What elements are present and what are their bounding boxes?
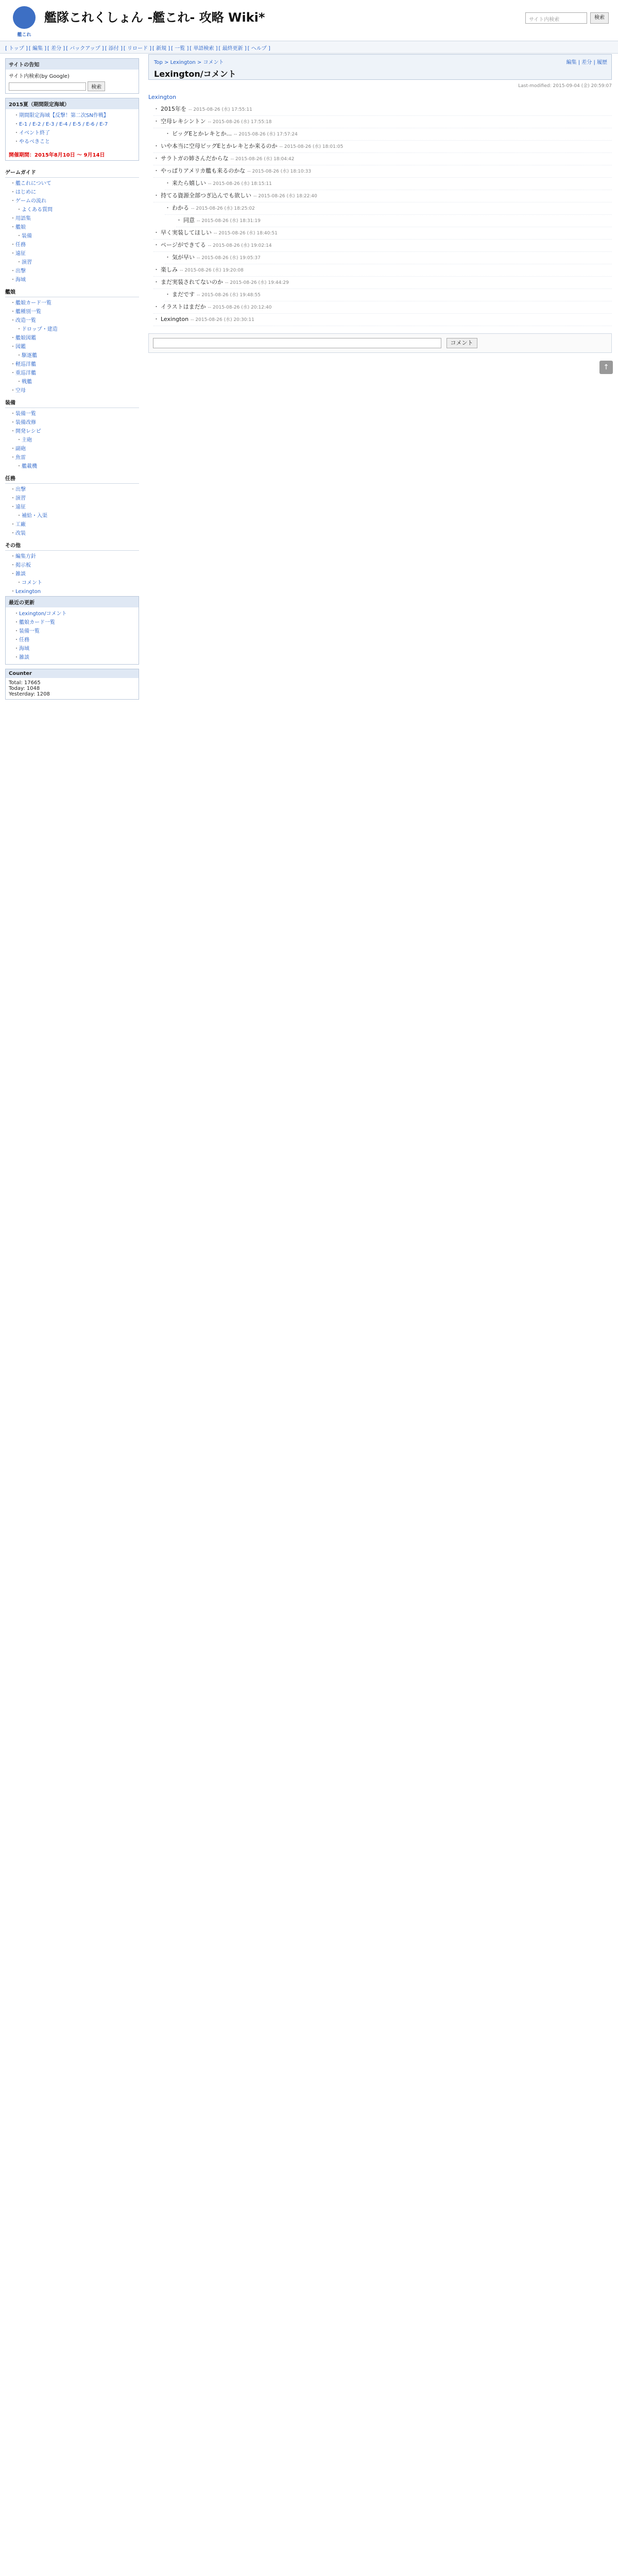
sidebar-link[interactable]: ・ 軽巡洋艦: [5, 360, 139, 369]
comment-item: [153, 116, 612, 128]
counter-box: [5, 669, 139, 700]
last-modified: Last-modified: 2015-09-04 (金) 20:59:07: [518, 83, 612, 89]
comment-text: いや本当に空母ビッグEとかレキとか来るのか: [161, 143, 278, 149]
news-item[interactable]: ・ 艦娘カード一覧: [9, 618, 135, 627]
comment-text: 持てる資源全部つぎ込んでも欲しい: [161, 192, 251, 199]
comment-item: [153, 153, 612, 165]
comment-date: -- 2015-08-26 (水) 17:55:11: [188, 107, 252, 112]
sidebar-link[interactable]: ・ 補給・入渠: [5, 512, 139, 520]
comment-text: まだです: [172, 291, 195, 298]
comment-date: -- 2015-08-26 (水) 19:02:14: [208, 243, 272, 248]
event-line[interactable]: ・ イベント終了: [9, 129, 135, 138]
sidebar-link[interactable]: ・ Lexington: [5, 587, 139, 596]
event-line[interactable]: ・ やるべきこと: [9, 138, 135, 146]
sidebar-section-title: 艦娘: [5, 284, 139, 297]
top-navbar: [0, 41, 618, 54]
comment-text: ビッグEとかレキとか...: [172, 130, 232, 137]
comment-item: [153, 277, 612, 289]
counter-lines: [6, 678, 139, 699]
comment-text: Lexington: [161, 316, 189, 323]
comment-item: [165, 178, 612, 190]
breadcrumb[interactable]: Top > Lexington > コメント: [154, 60, 224, 65]
comment-item: [153, 104, 612, 116]
sidebar-link[interactable]: ・ 艦載機: [5, 462, 139, 471]
sidebar-link[interactable]: ・ 用語集: [5, 214, 139, 223]
notice-title: サイトの告知: [6, 59, 139, 70]
sidebar-link[interactable]: ・ 主砲: [5, 436, 139, 445]
comment-text: サラトガの姉さんだからな: [161, 155, 229, 162]
news-item[interactable]: ・ Lexington/コメント: [9, 609, 135, 618]
event-lines: [6, 109, 139, 148]
comment-text: ページができてる: [161, 242, 206, 248]
page-header: [148, 54, 612, 80]
comment-date: -- 2015-08-26 (水) 20:12:40: [208, 305, 272, 310]
scroll-top-button[interactable]: ↑: [599, 361, 613, 374]
sidebar-link[interactable]: ・ 出撃: [5, 267, 139, 276]
sidebar-link[interactable]: ・ 改造一覧: [5, 316, 139, 325]
sidebar-link[interactable]: ・ 副砲: [5, 445, 139, 453]
counter-line: Yesterday: 1208: [9, 691, 50, 697]
sidebar-link[interactable]: ・ 図鑑: [5, 343, 139, 351]
comment-date: -- 2015-08-26 (水) 18:01:05: [279, 144, 344, 149]
sidebar-link[interactable]: ・ 戦艦: [5, 378, 139, 386]
sidebar-link[interactable]: ・ 工廠: [5, 520, 139, 529]
sidebar-link[interactable]: ・ 開発レシピ: [5, 427, 139, 436]
comment-date: -- 2015-08-26 (水) 17:57:24: [234, 132, 298, 137]
sidebar-link[interactable]: ・ コメント: [5, 579, 139, 587]
main-content: [148, 54, 612, 353]
sidebar-link[interactable]: ・ 駆逐艦: [5, 351, 139, 360]
comment-item: [165, 202, 612, 215]
comment-text: やっぱりアメリカ艦も来るのかな: [161, 167, 246, 174]
page-title: Lexington/コメント: [154, 69, 236, 79]
sidebar-link[interactable]: ・ 装備: [5, 232, 139, 241]
counter-line: Total: 17665: [9, 680, 41, 686]
comment-item: [165, 289, 612, 301]
sidebar-link[interactable]: ・ はじめに: [5, 188, 139, 197]
sidebar-link[interactable]: ・ ドロップ・建造: [5, 325, 139, 334]
sidebar-link[interactable]: ・ 演習: [5, 494, 139, 503]
nav-link[interactable]: [ 添付 ]: [105, 46, 123, 52]
sidebar-link[interactable]: ・ 遠征: [5, 249, 139, 258]
sidebar-link[interactable]: ・ よくある質問: [5, 206, 139, 214]
nav-link[interactable]: [ 差分 ]: [47, 46, 65, 52]
comment-item: [153, 165, 612, 178]
comment-date: -- 2015-08-26 (水) 18:04:42: [230, 157, 295, 162]
sidebar-link[interactable]: ・ 掲示板: [5, 561, 139, 570]
comment-date: -- 2015-08-26 (水) 19:20:08: [180, 268, 244, 273]
nav-link[interactable]: [ 単語検索 ]: [190, 46, 218, 52]
comment-date: -- 2015-08-26 (水) 19:48:55: [197, 293, 261, 298]
sidebar-link[interactable]: ・ 艦娘: [5, 223, 139, 232]
sidebar-link[interactable]: ・ 演習: [5, 258, 139, 267]
search-button[interactable]: 検索: [590, 12, 609, 24]
counter-title: Counter: [6, 669, 139, 678]
nav-link[interactable]: [ リロード ]: [123, 46, 152, 52]
sidebar-link[interactable]: ・ 艦これについて: [5, 179, 139, 188]
sidebar-link[interactable]: ・ 魚雷: [5, 453, 139, 462]
comment-date: -- 2015-08-26 (水) 18:31:19: [197, 218, 261, 224]
event-box: [5, 98, 139, 161]
comment-date: -- 2015-08-26 (水) 19:05:37: [197, 256, 261, 261]
site-title[interactable]: 艦隊これくしょん -艦これ- 攻略 Wiki*: [44, 10, 265, 25]
comment-date: -- 2015-08-26 (水) 20:30:11: [191, 317, 254, 323]
news-list: [6, 607, 139, 664]
sidebar-section-title: ゲームガイド: [5, 165, 139, 178]
comment-item: [153, 264, 612, 277]
comment-text: 来たら嬉しい: [172, 180, 206, 187]
nav-link[interactable]: [ 一覧 ]: [171, 46, 189, 52]
comment-item: [153, 227, 612, 240]
sidebar-link[interactable]: ・ 装備一覧: [5, 410, 139, 418]
sidebar-link[interactable]: ・ 出撃: [5, 485, 139, 494]
sidebar-link[interactable]: ・ 空母: [5, 386, 139, 395]
news-title: 最近の更新: [6, 597, 139, 607]
comment-date: -- 2015-08-26 (水) 18:15:11: [208, 181, 272, 187]
comment-text: 同意: [183, 217, 195, 224]
comment-date: -- 2015-08-26 (水) 18:10:33: [247, 169, 312, 174]
comment-date: -- 2015-08-26 (水) 19:44:29: [225, 280, 289, 285]
comment-form: [148, 333, 612, 353]
comment-text: 2015年を: [161, 106, 186, 112]
site-header: [0, 0, 618, 41]
news-item[interactable]: ・ 装備一覧: [9, 627, 135, 636]
sidebar-link[interactable]: ・ 任務: [5, 241, 139, 249]
nav-link[interactable]: [ 新規 ]: [152, 46, 170, 52]
nav-link[interactable]: [ 最終更新 ]: [218, 46, 247, 52]
notice-box: [5, 58, 139, 94]
sidebar-link[interactable]: ・ 艦娘図鑑: [5, 334, 139, 343]
site-logo[interactable]: [6, 4, 42, 40]
comment-list: [148, 104, 612, 326]
sidebar-link[interactable]: ・ 重巡洋艦: [5, 369, 139, 378]
page-tools[interactable]: 編集 | 差分 | 履歴: [566, 60, 607, 65]
sidebar-section-title: その他: [5, 538, 139, 551]
sidebar-link[interactable]: ・ ゲームの流れ: [5, 197, 139, 206]
sidebar: [0, 54, 144, 708]
event-line[interactable]: ・ 期間限定海域【反撃！第二次SN作戦】: [9, 111, 135, 120]
comment-item: [153, 141, 612, 153]
sidebar-link[interactable]: ・ 艦種別一覧: [5, 308, 139, 316]
comment-item: [153, 240, 612, 252]
search-input[interactable]: サイト内検索: [525, 12, 587, 24]
logo-icon: [13, 6, 36, 29]
event-line[interactable]: ・ E-1 / E-2 / E-3 / E-4 / E-5 / E-6 / E-7: [9, 120, 135, 129]
comment-text: まだ実装されてないのか: [161, 279, 223, 285]
comment-date: -- 2015-08-26 (水) 18:40:51: [214, 231, 278, 236]
comment-text: わかる: [172, 205, 189, 211]
sidebar-link[interactable]: ・ 編集方針: [5, 552, 139, 561]
comment-text: 早く実装してほしい: [161, 229, 212, 236]
sidebar-link[interactable]: ・ 遠征: [5, 503, 139, 512]
comment-text: 気が早い: [172, 254, 195, 261]
comment-text: 楽しみ: [161, 266, 178, 273]
comment-date: -- 2015-08-26 (水) 18:25:02: [191, 206, 255, 211]
comment-input[interactable]: [153, 338, 441, 348]
comment-submit-button[interactable]: コメント: [447, 338, 477, 348]
counter-line: Today: 1048: [9, 686, 40, 691]
event-notice: 開催期間：2015年8月10日 ～ 9月14日: [9, 152, 105, 158]
comment-item: [176, 215, 612, 227]
sidebar-search-input[interactable]: [9, 82, 86, 91]
comment-item: [153, 190, 612, 202]
news-box: [5, 596, 139, 665]
event-title[interactable]: 2015夏（期間限定海域）: [6, 98, 139, 109]
comment-item: [165, 252, 612, 264]
sidebar-link[interactable]: ・ 装備改修: [5, 418, 139, 427]
sidebar-link[interactable]: ・ 艦娘カード一覧: [5, 299, 139, 308]
comment-item: [153, 314, 612, 326]
sidebar-section-title: 装備: [5, 395, 139, 408]
sidebar-link[interactable]: ・ 海域: [5, 276, 139, 284]
nav-link[interactable]: [ トップ ]: [5, 46, 28, 52]
comment-text: イラストはまだか: [161, 303, 206, 310]
nav-link[interactable]: [ ヘルプ ]: [247, 46, 270, 52]
nav-link[interactable]: [ 編集 ]: [28, 46, 47, 52]
comment-date: -- 2015-08-26 (水) 18:22:40: [253, 194, 317, 199]
sidebar-link[interactable]: ・ 改装: [5, 529, 139, 538]
logo-text: 艦これ: [17, 32, 31, 38]
sidebar-section-title: 任務: [5, 471, 139, 484]
nav-link[interactable]: [ バックアップ ]: [66, 46, 104, 52]
sidebar-link[interactable]: ・ 雑談: [5, 570, 139, 579]
comment-heading[interactable]: Lexington: [148, 94, 177, 100]
sidebar-search-button[interactable]: 検索: [88, 81, 105, 91]
news-item[interactable]: ・ 任務: [9, 636, 135, 645]
comment-text: 空母レキシントン: [161, 118, 206, 125]
comment-item: [165, 128, 612, 141]
comment-item: [153, 301, 612, 314]
notice-body: サイト内検索(by Google): [9, 74, 70, 79]
sidebar-sections: [5, 165, 139, 596]
comment-date: -- 2015-08-26 (水) 17:55:18: [208, 120, 272, 125]
news-item[interactable]: ・ 海域: [9, 645, 135, 653]
news-item[interactable]: ・ 雑談: [9, 653, 135, 662]
